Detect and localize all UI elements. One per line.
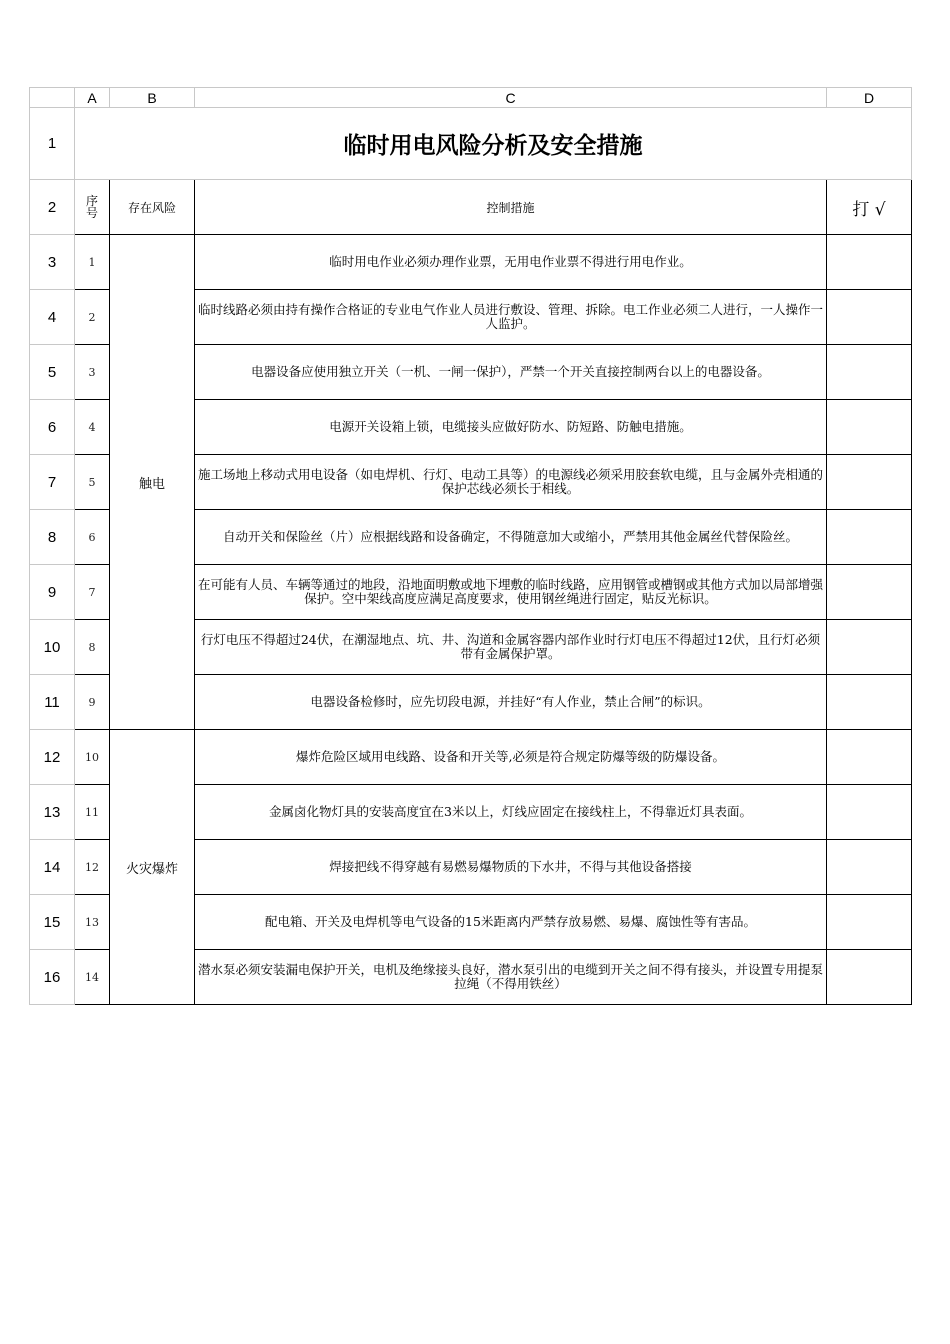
check-cell[interactable] [827, 400, 912, 455]
check-cell[interactable] [827, 510, 912, 565]
check-cell[interactable] [827, 565, 912, 620]
control-measure [195, 345, 827, 400]
risk-table [29, 87, 912, 1005]
control-measure [195, 730, 827, 785]
title-row [30, 108, 912, 180]
control-measure-text: 配电箱、开关及电焊机等电气设备的15米距离内严禁存放易燃、易爆、腐蚀性等有害品。 [265, 914, 756, 929]
control-measure-text: 焊接把线不得穿越有易燃易爆物质的下水井，不得与其他设备搭接 [329, 859, 692, 874]
control-measure [195, 510, 827, 565]
control-measure-text: 临时用电作业必须办理作业票，无用电作业票不得进行用电作业。 [329, 254, 692, 269]
seq-number: 2 [75, 290, 110, 345]
risk-header: 存在风险 [110, 180, 195, 235]
check-cell[interactable] [827, 785, 912, 840]
control-measure-text: 自动开关和保险丝（片）应根据线路和设备确定，不得随意加大或缩小，严禁用其他金属丝代替保险丝。 [222, 529, 798, 544]
seq-number: 11 [75, 785, 110, 840]
seq-number: 6 [75, 510, 110, 565]
control-measure-text: 电源开关设箱上锁，电缆接头应做好防水、防短路、防触电措施。 [329, 419, 692, 434]
row-header[interactable]: 1 [30, 108, 75, 180]
control-measure-text: 行灯电压不得超过24伏，在潮湿地点、坑、井、沟道和金属容器内部作业时行灯电压不得超过12伏，且行灯必须带有金属保护罩。 [200, 632, 821, 661]
table-row [30, 235, 912, 290]
risk-group-electric-shock: 触电 [110, 235, 195, 730]
check-cell[interactable] [827, 345, 912, 400]
row-header[interactable]: 3 [30, 235, 75, 290]
row-header[interactable]: 9 [30, 565, 75, 620]
seq-number: 13 [75, 895, 110, 950]
column-header-row [30, 88, 912, 108]
seq-number: 1 [75, 235, 110, 290]
control-measure-text: 金属卤化物灯具的安装高度宜在3米以上，灯线应固定在接线柱上，不得靠近灯具表面。 [269, 804, 752, 819]
check-cell[interactable] [827, 620, 912, 675]
row-header[interactable]: 7 [30, 455, 75, 510]
control-measure [195, 785, 827, 840]
control-measure [195, 290, 827, 345]
control-measure [195, 235, 827, 290]
seq-number: 12 [75, 840, 110, 895]
row-header[interactable]: 6 [30, 400, 75, 455]
row-header[interactable]: 2 [30, 180, 75, 235]
control-measure [195, 840, 827, 895]
row-header[interactable]: 15 [30, 895, 75, 950]
control-measure-text: 临时线路必须由持有操作合格证的专业电气作业人员进行敷设、管理、拆除。电工作业必须二人进行，一人操作一人监护。 [197, 302, 823, 331]
row-header[interactable]: 12 [30, 730, 75, 785]
seq-number: 7 [75, 565, 110, 620]
check-cell[interactable] [827, 895, 912, 950]
row-header[interactable]: 5 [30, 345, 75, 400]
seq-number: 10 [75, 730, 110, 785]
header-row [30, 180, 912, 235]
check-cell[interactable] [827, 950, 912, 1005]
check-cell[interactable] [827, 290, 912, 345]
corner-cell[interactable] [30, 88, 75, 108]
control-measure-text: 在可能有人员、车辆等通过的地段，沿地面明敷或地下埋敷的临时线路，应用钢管或槽钢或其他方式加以局部增强保护。空中架线高度应满足高度要求，使用钢丝绳进行固定，贴反光标识。 [197, 577, 823, 606]
check-header: 打 √ [827, 180, 912, 235]
control-measure-text: 施工场地上移动式用电设备（如电焊机、行灯、电动工具等）的电源线必须采用胶套软电缆，且与金属外壳相通的保护芯线必须长于相线。 [197, 467, 823, 496]
control-measure-text: 电器设备应使用独立开关（一机、一闸一保护），严禁一个开关直接控制两台以上的电器设备。 [251, 364, 770, 379]
risk-group-fire-explosion: 火灾爆炸 [110, 730, 195, 1005]
row-header[interactable]: 13 [30, 785, 75, 840]
control-measure [195, 895, 827, 950]
seq-number: 3 [75, 345, 110, 400]
check-cell[interactable] [827, 730, 912, 785]
page-title: 临时用电风险分析及安全措施 [75, 108, 912, 180]
seq-number: 5 [75, 455, 110, 510]
control-measure [195, 950, 827, 1005]
control-measure-text: 爆炸危险区域用电线路、设备和开关等,必须是符合规定防爆等级的防爆设备。 [296, 749, 725, 764]
control-measure [195, 565, 827, 620]
check-cell[interactable] [827, 455, 912, 510]
seq-number: 9 [75, 675, 110, 730]
control-measure-text: 潜水泵必须安装漏电保护开关，电机及绝缘接头良好，潜水泵引出的电缆到开关之间不得有接头，并设置专用提泵拉绳（不得用铁丝） [197, 962, 823, 991]
control-header: 控制措施 [195, 180, 827, 235]
control-measure [195, 675, 827, 730]
check-cell[interactable] [827, 235, 912, 290]
seq-number: 14 [75, 950, 110, 1005]
seq-header [75, 180, 110, 235]
row-header[interactable]: 11 [30, 675, 75, 730]
check-cell[interactable] [827, 840, 912, 895]
column-header-b[interactable]: B [110, 88, 195, 108]
check-cell[interactable] [827, 675, 912, 730]
control-measure [195, 620, 827, 675]
row-header[interactable]: 10 [30, 620, 75, 675]
column-header-d[interactable]: D [827, 88, 912, 108]
seq-number: 4 [75, 400, 110, 455]
seq-header-label: 序号 [86, 194, 99, 220]
column-header-c[interactable]: C [195, 88, 827, 108]
control-measure [195, 455, 827, 510]
table-row [30, 730, 912, 785]
control-measure [195, 400, 827, 455]
seq-number: 8 [75, 620, 110, 675]
control-measure-text: 电器设备检修时，应先切段电源，并挂好“有人作业，禁止合闸”的标识。 [310, 694, 711, 709]
row-header[interactable]: 14 [30, 840, 75, 895]
column-header-a[interactable]: A [75, 88, 110, 108]
row-header[interactable]: 8 [30, 510, 75, 565]
row-header[interactable]: 4 [30, 290, 75, 345]
row-header[interactable]: 16 [30, 950, 75, 1005]
